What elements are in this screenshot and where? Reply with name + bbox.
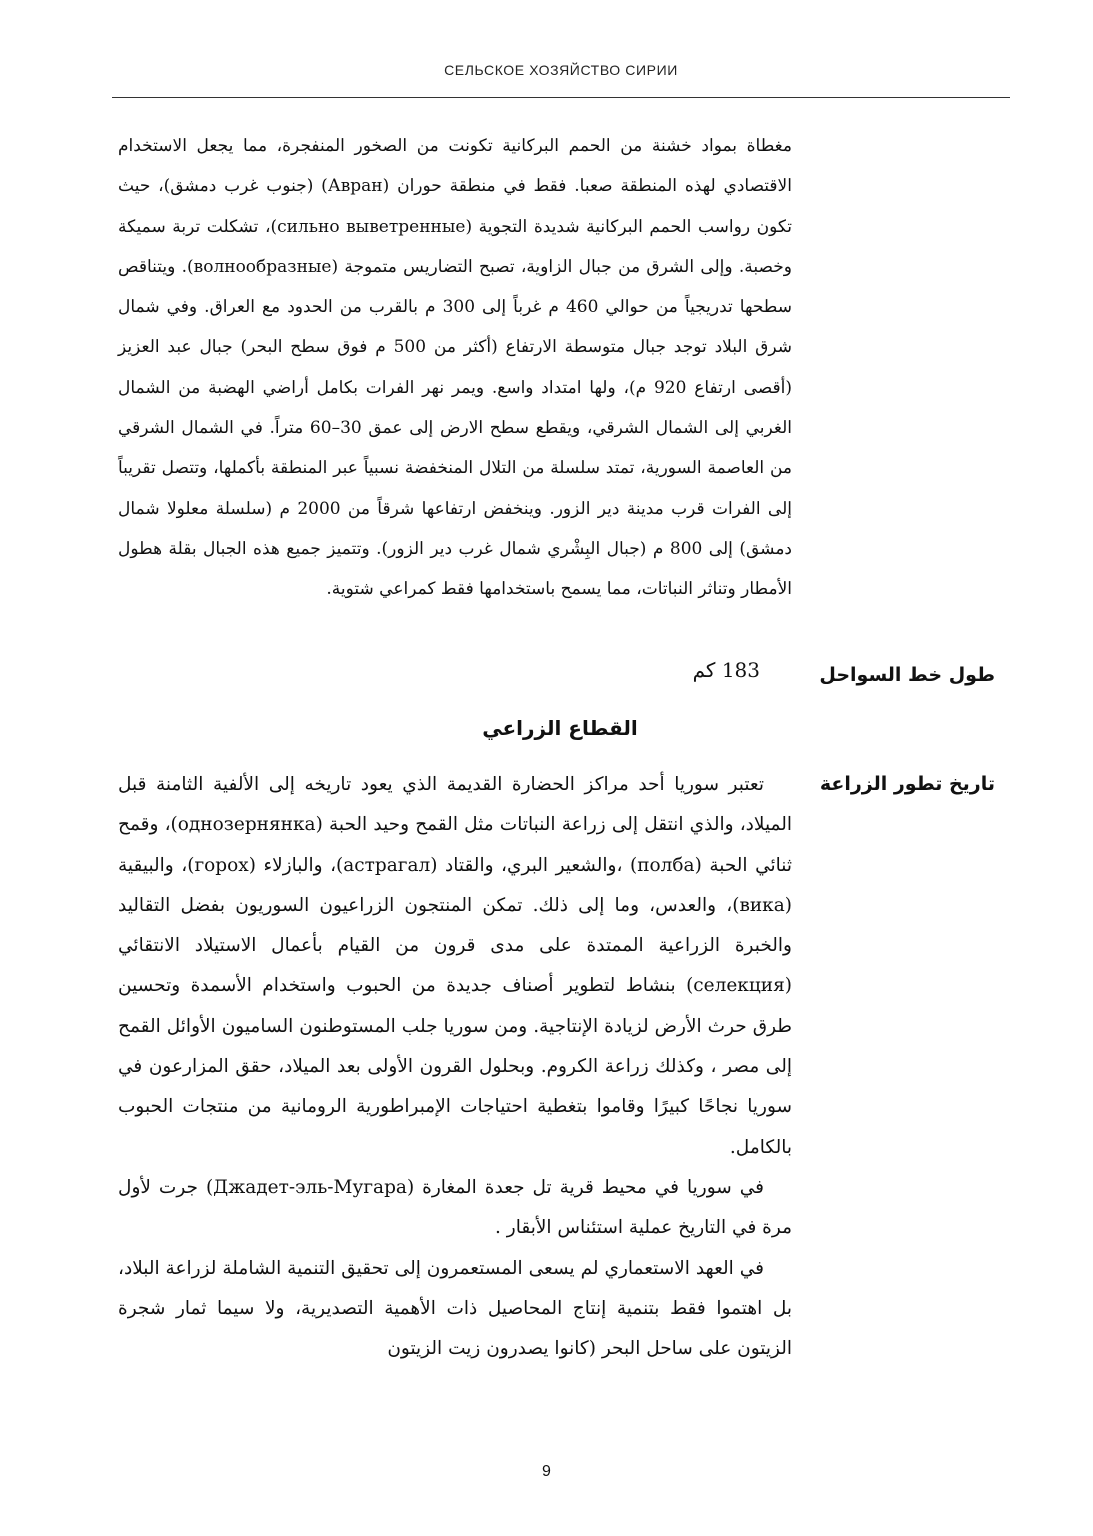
coastline-value: 183 كم	[692, 658, 760, 682]
intro-paragraph: مغطاة بمواد خشنة من الحمم البركانية تكونت من الصخور المنفجرة، مما يجعل الاستخدام الاقتصادي لهذه المنطقة صعبا. فقط في منطقة حوران (Авран) (جنوب غرب دمشق)، حيث تكون رواسب الحمم البركانية شديدة التجوية (сильно выветренные)، تشكلت تربة سميكة وخصبة. وإلى الشرق من جبال الزاوية، تصبح التضاريس متموجة (волнообразные). ويتناقص سطحها تدريجياً من حوالي 460 م غرباً إلى 300 م بالقرب من الحدود مع العراق. وفي شمال شرق البلاد توجد جبال متوسطة الارتفاع (أكثر من 500 م فوق سطح البحر) جبال عبد العزيز (أقصى ارتفاع 920 م)، ولها امتداد واسع. ويمر نهر الفرات بكامل أراضي الهضبة من الشمال الغربي إلى الشمال الشرقي، ويقطع سطح الارض إلى عمق 30–60 متراً. في الشمال الشرقي من العاصمة السورية، تمتد سلسلة من التلال المنخفضة نسبياً عبر المنطقة بأكملها، وتتصل تقريباً إلى الفرات قرب مدينة دير الزور. وينخفض ارتفاعها شرقاً من 2000 م (سلسلة معلولا شمال دمشق) إلى 800 م (جبال البِشْري شمال غرب دير الزور). وتتميز جميع هذه الجبال بقلة هطول الأمطار وتناثر النباتات، مما يسمح باستخدامها فقط كمراعي شتوية.	[118, 136, 792, 600]
running-header: СЕЛЬСКОЕ ХОЗЯЙСТВО СИРИИ	[444, 62, 678, 78]
history-label: تاريخ تطور الزراعة	[819, 773, 995, 795]
history-body	[118, 765, 792, 1369]
coastline-label: طول خط السواحل	[819, 664, 995, 686]
history-paragraph-1: تعتبر سوريا أحد مراكز الحضارة القديمة الذي يعود تاريخه إلى الألفية الثامنة قبل الميلاد، والذي انتقل إلى زراعة النباتات مثل القمح وحيد الحبة (однозернянка)، وقمح ثنائي الحبة (полба) ،والشعير البري، والقتاد (астрагал)، والبازلاء (горох)، والبيقية (вика)، والعدس، وما إلى ذلك. تمكن المنتجون الزراعيون السوريون بفضل التقاليد والخبرة الزراعية الممتدة على مدى قرون من القيام بأعمال الاستيلاد الانتقائي (селекция) بنشاط لتطوير أصناف جديدة من الحبوب واستخدام الأسمدة وتحسين طرق حرث الأرض لزيادة الإنتاجية. ومن سوريا جلب المستوطنون الساميون الأوائل القمح إلى مصر ، وكذلك زراعة الكروم. وبحلول القرون الأولى بعد الميلاد، حقق المزارعون في سوريا نجاحًا كبيرًا وقاموا بتغطية احتياجات الإمبراطورية الرومانية من منتجات الحبوب بالكامل.	[118, 774, 793, 1158]
page-number: 9	[542, 1463, 551, 1480]
header-divider	[112, 97, 1010, 98]
history-paragraph-2: في سوريا في محيط قرية تل جعدة المغارة (Джадет-эль-Мугара) جرت لأول مرة في التاريخ عملية استئناس الأبقار .	[118, 1176, 792, 1239]
section-heading: القطاع الزراعي	[482, 716, 638, 740]
history-paragraph-3: في العهد الاستعماري لم يسعى المستعمرون إلى تحقيق التنمية الشاملة لزراعة البلاد، بل اهتموا فقط بتنمية إنتاج المحاصيل ذات الأهمية التصديرية، ولا سيما ثمار شجرة الزيتون على ساحل البحر (كانوا يصدرون زيت الزيتون	[118, 1257, 792, 1360]
